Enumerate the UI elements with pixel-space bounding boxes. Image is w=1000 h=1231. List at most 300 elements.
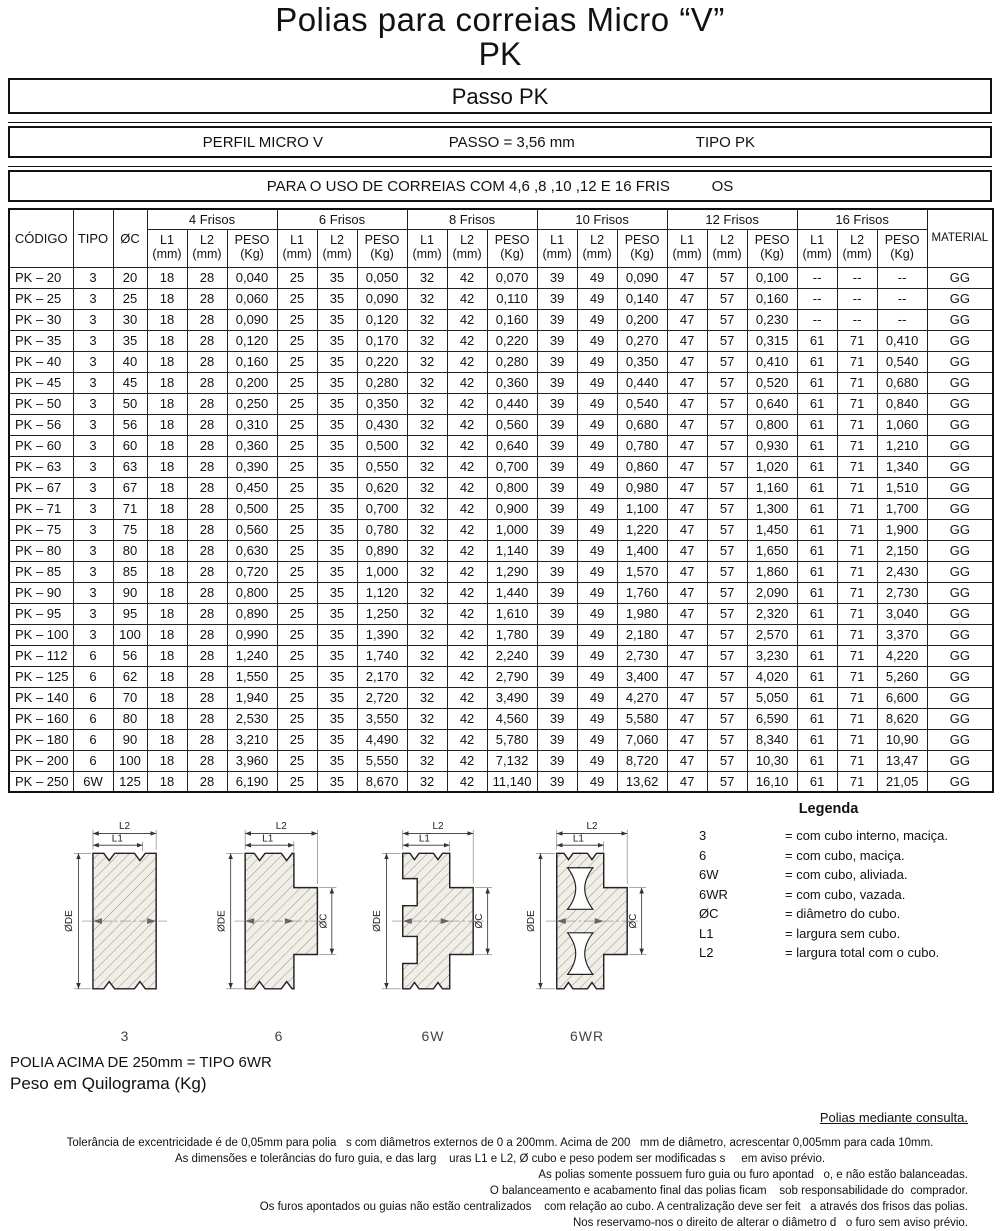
cell-value: 35 bbox=[317, 351, 357, 372]
cell-value: 1,000 bbox=[357, 561, 407, 582]
cell-value: 1,120 bbox=[357, 582, 407, 603]
cell-value: 28 bbox=[187, 309, 227, 330]
cell-oc: 45 bbox=[113, 372, 147, 393]
cell-value: 0,040 bbox=[227, 267, 277, 288]
cell-value: 71 bbox=[837, 540, 877, 561]
cell-value: 42 bbox=[447, 309, 487, 330]
cell-value: 0,780 bbox=[617, 435, 667, 456]
cell-value: 57 bbox=[707, 624, 747, 645]
cell-value: 0,780 bbox=[357, 519, 407, 540]
legend-desc: = com cubo, aliviada. bbox=[785, 867, 908, 883]
cell-value: -- bbox=[797, 309, 837, 330]
cell-value: 0,680 bbox=[877, 372, 927, 393]
table-row bbox=[9, 582, 993, 603]
cell-value: 39 bbox=[537, 582, 577, 603]
cell-value: 25 bbox=[277, 351, 317, 372]
cell-value: -- bbox=[877, 267, 927, 288]
svg-text:ØDE: ØDE bbox=[216, 910, 228, 933]
cell-value: 39 bbox=[537, 435, 577, 456]
cell-value: 32 bbox=[407, 435, 447, 456]
cell-value: 2,150 bbox=[877, 540, 927, 561]
cell-value: 35 bbox=[317, 729, 357, 750]
cell-material: GG bbox=[927, 372, 993, 393]
sub-peso: PESO (Kg) bbox=[357, 229, 407, 267]
cell-value: 28 bbox=[187, 561, 227, 582]
cell-value: 32 bbox=[407, 666, 447, 687]
cell-value: 61 bbox=[797, 540, 837, 561]
svg-text:ØC: ØC bbox=[628, 913, 640, 929]
cell-value: 39 bbox=[537, 687, 577, 708]
cell-material: GG bbox=[927, 288, 993, 309]
cell-codigo: PK – 56 bbox=[9, 414, 73, 435]
cell-material: GG bbox=[927, 687, 993, 708]
svg-text:ØC: ØC bbox=[474, 913, 486, 929]
cell-value: 35 bbox=[317, 288, 357, 309]
cell-value: 0,220 bbox=[487, 330, 537, 351]
cell-value: 42 bbox=[447, 330, 487, 351]
footer-line: As dimensões e tolerâncias do furo guia, e das larg uras L1 e L2, Ø cubo e peso podem ser modificadas s em aviso prévio. bbox=[174, 1153, 826, 1166]
cell-value: -- bbox=[837, 267, 877, 288]
cell-value: 61 bbox=[797, 498, 837, 519]
cell-value: 25 bbox=[277, 414, 317, 435]
cell-value: 71 bbox=[837, 330, 877, 351]
table-row bbox=[9, 708, 993, 729]
cell-oc: 95 bbox=[113, 603, 147, 624]
cell-value: 18 bbox=[147, 582, 187, 603]
cell-value: 1,450 bbox=[747, 519, 797, 540]
cell-material: GG bbox=[927, 393, 993, 414]
cell-value: 42 bbox=[447, 540, 487, 561]
group-header-8frisos: 8 Frisos bbox=[407, 209, 537, 229]
cell-value: 25 bbox=[277, 750, 317, 771]
diagram-type-6w bbox=[363, 813, 503, 1044]
cell-value: 28 bbox=[187, 624, 227, 645]
cell-value: 47 bbox=[667, 435, 707, 456]
cell-value: 35 bbox=[317, 582, 357, 603]
cell-material: GG bbox=[927, 729, 993, 750]
cell-value: 71 bbox=[837, 456, 877, 477]
cell-value: 18 bbox=[147, 267, 187, 288]
legend-key: 6W bbox=[699, 867, 719, 883]
cell-value: 57 bbox=[707, 771, 747, 792]
cell-value: 49 bbox=[577, 267, 617, 288]
cell-value: 39 bbox=[537, 372, 577, 393]
cell-value: 0,860 bbox=[617, 456, 667, 477]
cell-value: 32 bbox=[407, 330, 447, 351]
cell-value: 1,940 bbox=[227, 687, 277, 708]
cell-value: 0,140 bbox=[617, 288, 667, 309]
band-passo bbox=[8, 78, 992, 114]
cell-value: 1,570 bbox=[617, 561, 667, 582]
cell-value: 35 bbox=[317, 519, 357, 540]
cell-value: 47 bbox=[667, 351, 707, 372]
cell-value: 0,250 bbox=[227, 393, 277, 414]
cell-value: 47 bbox=[667, 729, 707, 750]
cell-value: 0,350 bbox=[357, 393, 407, 414]
cell-value: 18 bbox=[147, 351, 187, 372]
cell-value: 47 bbox=[667, 582, 707, 603]
cell-value: 61 bbox=[797, 561, 837, 582]
cell-value: 2,430 bbox=[877, 561, 927, 582]
cell-value: 57 bbox=[707, 288, 747, 309]
legend-item bbox=[657, 924, 1000, 944]
cell-value: 49 bbox=[577, 750, 617, 771]
cell-value: 42 bbox=[447, 519, 487, 540]
cell-value: 35 bbox=[317, 414, 357, 435]
cell-tipo: 3 bbox=[73, 393, 113, 414]
cell-value: 28 bbox=[187, 750, 227, 771]
cell-codigo: PK – 160 bbox=[9, 708, 73, 729]
cell-material: GG bbox=[927, 477, 993, 498]
cell-value: 61 bbox=[797, 708, 837, 729]
cell-value: 28 bbox=[187, 519, 227, 540]
cell-tipo: 3 bbox=[73, 435, 113, 456]
cell-value: 25 bbox=[277, 267, 317, 288]
cell-value: 1,390 bbox=[357, 624, 407, 645]
cell-value: 1,160 bbox=[747, 477, 797, 498]
cell-value: -- bbox=[877, 288, 927, 309]
cell-value: 49 bbox=[577, 729, 617, 750]
cell-codigo: PK – 60 bbox=[9, 435, 73, 456]
cell-oc: 50 bbox=[113, 393, 147, 414]
cell-value: 57 bbox=[707, 267, 747, 288]
cell-oc: 90 bbox=[113, 582, 147, 603]
cell-value: 18 bbox=[147, 645, 187, 666]
cell-value: 32 bbox=[407, 687, 447, 708]
footer-line: Os furos apontados ou guias não estão centralizados com relação ao cubo. A centralização deve ser feit a através dos frisos das polias. bbox=[259, 1201, 968, 1214]
legend-desc: = com cubo interno, maciça. bbox=[785, 828, 948, 844]
passo-value: PASSO = 3,56 mm bbox=[448, 134, 575, 152]
cell-value: 32 bbox=[407, 267, 447, 288]
cell-value: 5,780 bbox=[487, 729, 537, 750]
cell-value: 0,890 bbox=[227, 603, 277, 624]
legend-key: ØC bbox=[699, 906, 719, 922]
sub-l2: L2 (mm) bbox=[317, 229, 357, 267]
cell-value: 5,580 bbox=[617, 708, 667, 729]
cell-value: 1,650 bbox=[747, 540, 797, 561]
cell-value: 39 bbox=[537, 666, 577, 687]
cell-value: 57 bbox=[707, 309, 747, 330]
cell-oc: 85 bbox=[113, 561, 147, 582]
cell-value: 0,120 bbox=[357, 309, 407, 330]
band-perfil bbox=[8, 126, 992, 158]
note-consult: Polias mediante consulta. bbox=[819, 1110, 968, 1126]
cell-oc: 71 bbox=[113, 498, 147, 519]
cell-value: 0,440 bbox=[617, 372, 667, 393]
cell-value: 61 bbox=[797, 435, 837, 456]
cell-value: 71 bbox=[837, 729, 877, 750]
col-header-codigo: CÓDIGO bbox=[9, 209, 73, 267]
cell-value: 1,440 bbox=[487, 582, 537, 603]
table-row bbox=[9, 435, 993, 456]
cell-material: GG bbox=[927, 519, 993, 540]
cell-tipo: 6 bbox=[73, 750, 113, 771]
cell-value: 18 bbox=[147, 477, 187, 498]
table-row bbox=[9, 351, 993, 372]
cell-value: 71 bbox=[837, 351, 877, 372]
cell-value: 18 bbox=[147, 561, 187, 582]
cell-value: 49 bbox=[577, 414, 617, 435]
cell-value: 0,640 bbox=[747, 393, 797, 414]
cell-value: 1,140 bbox=[487, 540, 537, 561]
cell-value: -- bbox=[797, 267, 837, 288]
cell-value: 57 bbox=[707, 666, 747, 687]
cell-material: GG bbox=[927, 267, 993, 288]
cell-value: 42 bbox=[447, 666, 487, 687]
cell-codigo: PK – 250 bbox=[9, 771, 73, 792]
cell-value: 0,100 bbox=[747, 267, 797, 288]
cell-codigo: PK – 112 bbox=[9, 645, 73, 666]
cell-value: 0,550 bbox=[357, 456, 407, 477]
cell-value: 39 bbox=[537, 771, 577, 792]
cell-value: 42 bbox=[447, 750, 487, 771]
legend-key: 6WR bbox=[699, 886, 728, 902]
cell-value: 0,160 bbox=[227, 351, 277, 372]
page-subtitle: PK bbox=[478, 35, 522, 72]
cell-value: 2,180 bbox=[617, 624, 667, 645]
cell-value: 61 bbox=[797, 624, 837, 645]
cell-value: 25 bbox=[277, 603, 317, 624]
svg-text:ØDE: ØDE bbox=[372, 910, 384, 933]
cell-value: 25 bbox=[277, 687, 317, 708]
cell-value: 3,960 bbox=[227, 750, 277, 771]
cell-tipo: 3 bbox=[73, 456, 113, 477]
table-row bbox=[9, 603, 993, 624]
cell-value: 39 bbox=[537, 477, 577, 498]
legend-key: L1 bbox=[699, 925, 714, 941]
cell-value: 10,90 bbox=[877, 729, 927, 750]
legend-item bbox=[657, 885, 1000, 905]
cell-tipo: 3 bbox=[73, 624, 113, 645]
cell-value: 18 bbox=[147, 393, 187, 414]
cell-value: 71 bbox=[837, 435, 877, 456]
cell-value: 8,670 bbox=[357, 771, 407, 792]
cell-value: 61 bbox=[797, 477, 837, 498]
cell-value: 28 bbox=[187, 393, 227, 414]
cell-value: 21,05 bbox=[877, 771, 927, 792]
cell-value: 18 bbox=[147, 603, 187, 624]
sub-l2: L2 (mm) bbox=[447, 229, 487, 267]
cell-value: 5,550 bbox=[357, 750, 407, 771]
cell-value: 42 bbox=[447, 393, 487, 414]
cell-material: GG bbox=[927, 435, 993, 456]
cell-value: 42 bbox=[447, 477, 487, 498]
cell-value: 0,090 bbox=[357, 288, 407, 309]
cell-value: 35 bbox=[317, 309, 357, 330]
cell-codigo: PK – 80 bbox=[9, 540, 73, 561]
cell-value: 25 bbox=[277, 729, 317, 750]
cell-value: 47 bbox=[667, 330, 707, 351]
cell-value: 0,720 bbox=[227, 561, 277, 582]
cell-oc: 70 bbox=[113, 687, 147, 708]
cell-oc: 63 bbox=[113, 456, 147, 477]
cell-value: 47 bbox=[667, 393, 707, 414]
cell-oc: 67 bbox=[113, 477, 147, 498]
cell-value: 0,800 bbox=[227, 582, 277, 603]
cell-value: 0,540 bbox=[877, 351, 927, 372]
legend-key: 6 bbox=[699, 847, 707, 863]
cell-codigo: PK – 71 bbox=[9, 498, 73, 519]
cell-value: 0,640 bbox=[487, 435, 537, 456]
cell-value: 57 bbox=[707, 456, 747, 477]
group-header-16frisos: 16 Frisos bbox=[797, 209, 927, 229]
table-row bbox=[9, 288, 993, 309]
cell-value: 71 bbox=[837, 372, 877, 393]
legend-item bbox=[657, 904, 1000, 924]
cell-value: 0,930 bbox=[747, 435, 797, 456]
cell-value: 47 bbox=[667, 519, 707, 540]
cell-material: GG bbox=[927, 540, 993, 561]
cell-material: GG bbox=[927, 498, 993, 519]
cell-tipo: 6 bbox=[73, 687, 113, 708]
cell-value: 25 bbox=[277, 498, 317, 519]
cell-tipo: 3 bbox=[73, 561, 113, 582]
cell-value: 71 bbox=[837, 666, 877, 687]
cell-value: 0,360 bbox=[487, 372, 537, 393]
cell-value: 61 bbox=[797, 372, 837, 393]
cell-value: 0,270 bbox=[617, 330, 667, 351]
cell-material: GG bbox=[927, 666, 993, 687]
cell-value: 57 bbox=[707, 393, 747, 414]
cell-value: 57 bbox=[707, 351, 747, 372]
cell-codigo: PK – 35 bbox=[9, 330, 73, 351]
cell-value: 35 bbox=[317, 372, 357, 393]
cell-value: 2,790 bbox=[487, 666, 537, 687]
cell-value: 39 bbox=[537, 645, 577, 666]
cell-codigo: PK – 67 bbox=[9, 477, 73, 498]
cell-value: 32 bbox=[407, 729, 447, 750]
cell-value: 71 bbox=[837, 561, 877, 582]
cell-value: 49 bbox=[577, 288, 617, 309]
cell-value: 0,110 bbox=[487, 288, 537, 309]
cell-value: 57 bbox=[707, 414, 747, 435]
cell-value: 0,440 bbox=[487, 393, 537, 414]
cell-value: 32 bbox=[407, 582, 447, 603]
cell-value: 0,630 bbox=[227, 540, 277, 561]
cell-value: 25 bbox=[277, 561, 317, 582]
cell-value: 47 bbox=[667, 267, 707, 288]
sub-l2: L2 (mm) bbox=[837, 229, 877, 267]
cell-value: 47 bbox=[667, 540, 707, 561]
cell-value: 1,980 bbox=[617, 603, 667, 624]
cell-value: 0,620 bbox=[357, 477, 407, 498]
svg-text:L2: L2 bbox=[119, 821, 131, 833]
cell-value: 39 bbox=[537, 603, 577, 624]
cell-value: 61 bbox=[797, 729, 837, 750]
cell-value: 1,100 bbox=[617, 498, 667, 519]
cell-codigo: PK – 30 bbox=[9, 309, 73, 330]
cell-value: 71 bbox=[837, 582, 877, 603]
footer-line: Nos reservamo-nos o direito de alterar o diâmetro d o furo sem aviso prévio. bbox=[572, 1217, 968, 1230]
cell-value: 2,730 bbox=[617, 645, 667, 666]
cell-value: 0,090 bbox=[227, 309, 277, 330]
group-header-6frisos: 6 Frisos bbox=[277, 209, 407, 229]
cell-value: 18 bbox=[147, 708, 187, 729]
cell-value: 28 bbox=[187, 708, 227, 729]
cell-value: 39 bbox=[537, 708, 577, 729]
cell-value: 3,550 bbox=[357, 708, 407, 729]
cell-value: 18 bbox=[147, 372, 187, 393]
cell-value: 0,540 bbox=[617, 393, 667, 414]
cell-value: 39 bbox=[537, 750, 577, 771]
sub-l1: L1 (mm) bbox=[667, 229, 707, 267]
cell-value: 39 bbox=[537, 498, 577, 519]
cell-value: 25 bbox=[277, 477, 317, 498]
cell-value: 18 bbox=[147, 330, 187, 351]
cell-value: 1,250 bbox=[357, 603, 407, 624]
table-row bbox=[9, 729, 993, 750]
table-row bbox=[9, 456, 993, 477]
cell-value: 0,500 bbox=[227, 498, 277, 519]
cell-value: 49 bbox=[577, 309, 617, 330]
cell-value: 28 bbox=[187, 729, 227, 750]
cell-value: 6,590 bbox=[747, 708, 797, 729]
cell-value: 2,530 bbox=[227, 708, 277, 729]
cell-value: 18 bbox=[147, 540, 187, 561]
cell-value: 35 bbox=[317, 750, 357, 771]
cell-value: 28 bbox=[187, 687, 227, 708]
cell-value: 39 bbox=[537, 330, 577, 351]
table-row bbox=[9, 540, 993, 561]
cell-value: 32 bbox=[407, 750, 447, 771]
cell-codigo: PK – 25 bbox=[9, 288, 73, 309]
perfil-label: PERFIL MICRO V bbox=[202, 134, 323, 152]
cell-oc: 20 bbox=[113, 267, 147, 288]
cell-tipo: 3 bbox=[73, 582, 113, 603]
cell-value: 1,610 bbox=[487, 603, 537, 624]
cell-value: 49 bbox=[577, 435, 617, 456]
cell-value: 49 bbox=[577, 624, 617, 645]
cell-value: 32 bbox=[407, 771, 447, 792]
diagram-label: 6WR bbox=[569, 1028, 605, 1045]
cell-codigo: PK – 20 bbox=[9, 267, 73, 288]
cell-value: 0,280 bbox=[357, 372, 407, 393]
table-row bbox=[9, 561, 993, 582]
cell-value: 0,200 bbox=[227, 372, 277, 393]
cell-value: 57 bbox=[707, 372, 747, 393]
cell-value: 5,050 bbox=[747, 687, 797, 708]
legend-desc: = largura total com o cubo. bbox=[785, 945, 940, 961]
cell-value: 10,30 bbox=[747, 750, 797, 771]
cell-value: 32 bbox=[407, 708, 447, 729]
table-row bbox=[9, 750, 993, 771]
legend bbox=[657, 799, 1000, 1044]
cell-value: 32 bbox=[407, 288, 447, 309]
sub-l1: L1 (mm) bbox=[537, 229, 577, 267]
cell-codigo: PK – 50 bbox=[9, 393, 73, 414]
cell-value: 32 bbox=[407, 414, 447, 435]
cell-codigo: PK – 40 bbox=[9, 351, 73, 372]
cell-value: 42 bbox=[447, 708, 487, 729]
cell-codigo: PK – 140 bbox=[9, 687, 73, 708]
cell-value: 32 bbox=[407, 393, 447, 414]
cell-material: GG bbox=[927, 351, 993, 372]
cell-value: 2,240 bbox=[487, 645, 537, 666]
cell-material: GG bbox=[927, 603, 993, 624]
cell-value: 28 bbox=[187, 477, 227, 498]
cell-value: 39 bbox=[537, 288, 577, 309]
cell-value: 39 bbox=[537, 624, 577, 645]
cell-codigo: PK – 90 bbox=[9, 582, 73, 603]
cell-value: 3,210 bbox=[227, 729, 277, 750]
cell-value: 0,430 bbox=[357, 414, 407, 435]
cell-value: 42 bbox=[447, 729, 487, 750]
cell-value: 42 bbox=[447, 624, 487, 645]
group-header-10frisos: 10 Frisos bbox=[537, 209, 667, 229]
cell-value: 49 bbox=[577, 351, 617, 372]
cell-value: 42 bbox=[447, 771, 487, 792]
svg-text:L2: L2 bbox=[432, 821, 444, 833]
